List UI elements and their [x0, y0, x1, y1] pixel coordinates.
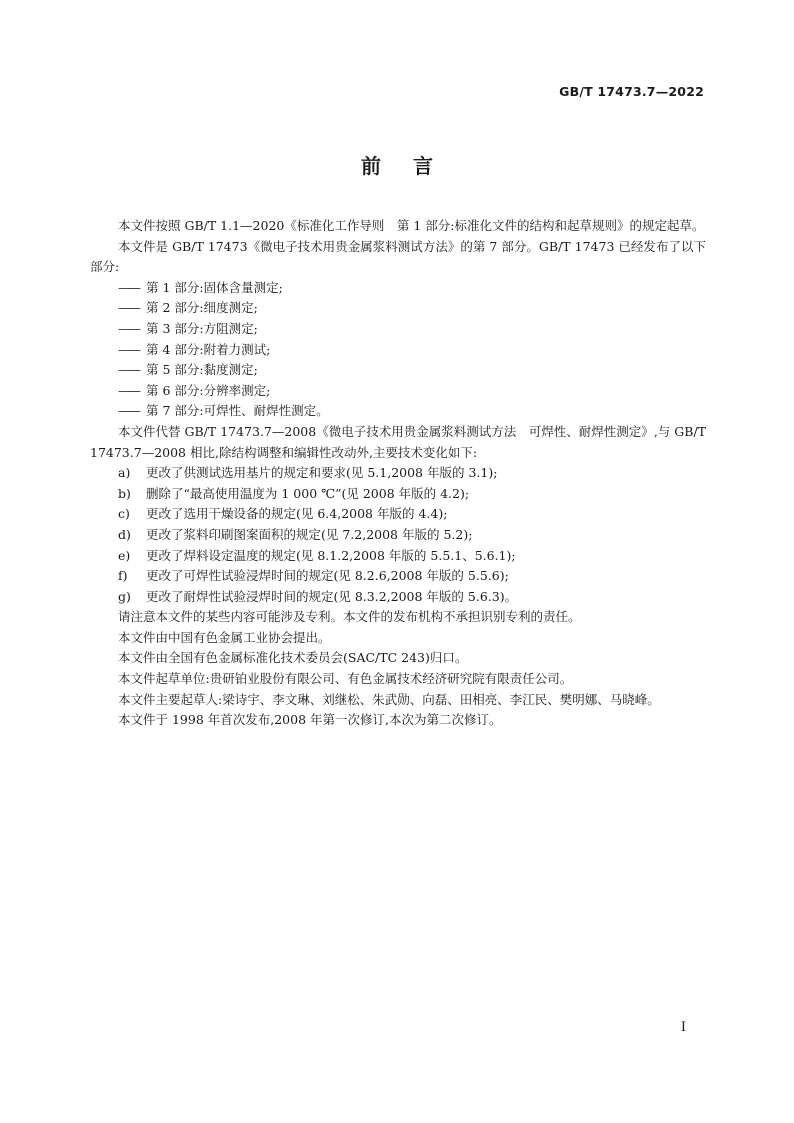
part-item	[90, 401, 706, 422]
part-item	[90, 340, 706, 361]
change-item	[90, 463, 706, 484]
change-label: a)	[118, 465, 131, 481]
part-item	[90, 381, 706, 402]
dash-marker: ——	[118, 341, 139, 357]
change-item	[90, 484, 706, 505]
paragraph-replacement: 本文件代替 GB/T 17473.7—2008《微电子技术用贵金属浆料测试方法 可焊性、耐焊性测定》,与 GB/T 17473.7—2008 相比,除结构调整和编辑性改动外,主要技术变化如下:	[90, 423, 706, 460]
change-text: 更改了供测试选用基片的规定和要求(见 5.1,2008 年版的 3.1);	[146, 465, 498, 481]
change-text: 更改了选用干燥设备的规定(见 6.4,2008 年版的 4.4);	[146, 506, 448, 522]
page-title: 前言	[361, 154, 465, 178]
part-text: 第 7 部分:可焊性、耐焊性测定。	[146, 403, 329, 419]
dash-marker: ——	[118, 300, 139, 316]
dash-marker: ——	[118, 279, 139, 295]
change-label: d)	[118, 526, 131, 542]
change-label: g)	[118, 588, 131, 604]
dash-marker: ——	[118, 382, 139, 398]
change-label: f)	[118, 568, 128, 584]
change-text: 更改了浆料印刷图案面积的规定(见 7.2,2008 年版的 5.2);	[146, 526, 473, 542]
part-text: 第 1 部分:固体含量测定;	[146, 279, 283, 295]
dash-marker: ——	[118, 362, 139, 378]
change-item	[90, 525, 706, 546]
document-body	[90, 216, 706, 731]
part-item	[90, 319, 706, 340]
dash-marker: ——	[118, 320, 139, 336]
change-item	[90, 566, 706, 587]
part-text: 第 2 部分:细度测定;	[146, 300, 258, 316]
change-item	[90, 546, 706, 567]
paragraph-series-intro: 本文件是 GB/T 17473《微电子技术用贵金属浆料测试方法》的第 7 部分。GB/T 17473 已经发布了以下部分:	[90, 238, 706, 275]
paragraph-patent-notice: 请注意本文件的某些内容可能涉及专利。本文件的发布机构不承担识别专利的责任。	[118, 609, 581, 625]
part-text: 第 5 部分:黏度测定;	[146, 362, 258, 378]
change-text: 删除了“最高使用温度为 1 000 ℃”(见 2008 年版的 4.2);	[146, 485, 470, 501]
paragraph-drafting-rules: 本文件按照 GB/T 1.1—2020《标准化工作导则 第 1 部分:标准化文件的结构和起草规则》的规定起草。	[118, 218, 705, 233]
paragraph-proposer: 本文件由中国有色金属工业协会提出。	[118, 629, 331, 645]
part-text: 第 6 部分:分辨率测定;	[146, 382, 271, 398]
part-item	[90, 360, 706, 381]
change-label: e)	[118, 547, 131, 563]
part-text: 第 3 部分:方阻测定;	[146, 320, 258, 336]
part-item	[90, 298, 706, 319]
change-label: b)	[118, 485, 131, 501]
page-number: I	[680, 1020, 686, 1035]
paragraph-history: 本文件于 1998 年首次发布,2008 年第一次修订,本次为第二次修订。	[118, 712, 502, 728]
change-text: 更改了焊料设定温度的规定(见 8.1.2,2008 年版的 5.5.1、5.6.1);	[146, 547, 516, 563]
part-item	[90, 278, 706, 299]
change-item	[90, 587, 706, 608]
change-label: c)	[118, 506, 130, 522]
part-text: 第 4 部分:附着力测试;	[146, 341, 271, 357]
paragraph-committee: 本文件由全国有色金属标准化技术委员会(SAC/TC 243)归口。	[118, 650, 468, 666]
std-number: GB/T 17473.7—2022	[559, 84, 704, 99]
paragraph-drafting-units: 本文件起草单位:贵研铂业股份有限公司、有色金属技术经济研究院有限责任公司。	[118, 671, 573, 687]
change-item	[90, 504, 706, 525]
dash-marker: ——	[118, 403, 139, 419]
change-text: 更改了耐焊性试验浸焊时间的规定(见 8.3.2,2008 年版的 5.6.3)。	[146, 588, 518, 604]
paragraph-drafters: 本文件主要起草人:梁诗宇、李文琳、刘继松、朱武勋、向磊、田相亮、李江民、樊明娜、马晓峰。	[118, 691, 660, 707]
change-text: 更改了可焊性试验浸焊时间的规定(见 8.2.6,2008 年版的 5.5.6);	[146, 568, 509, 584]
